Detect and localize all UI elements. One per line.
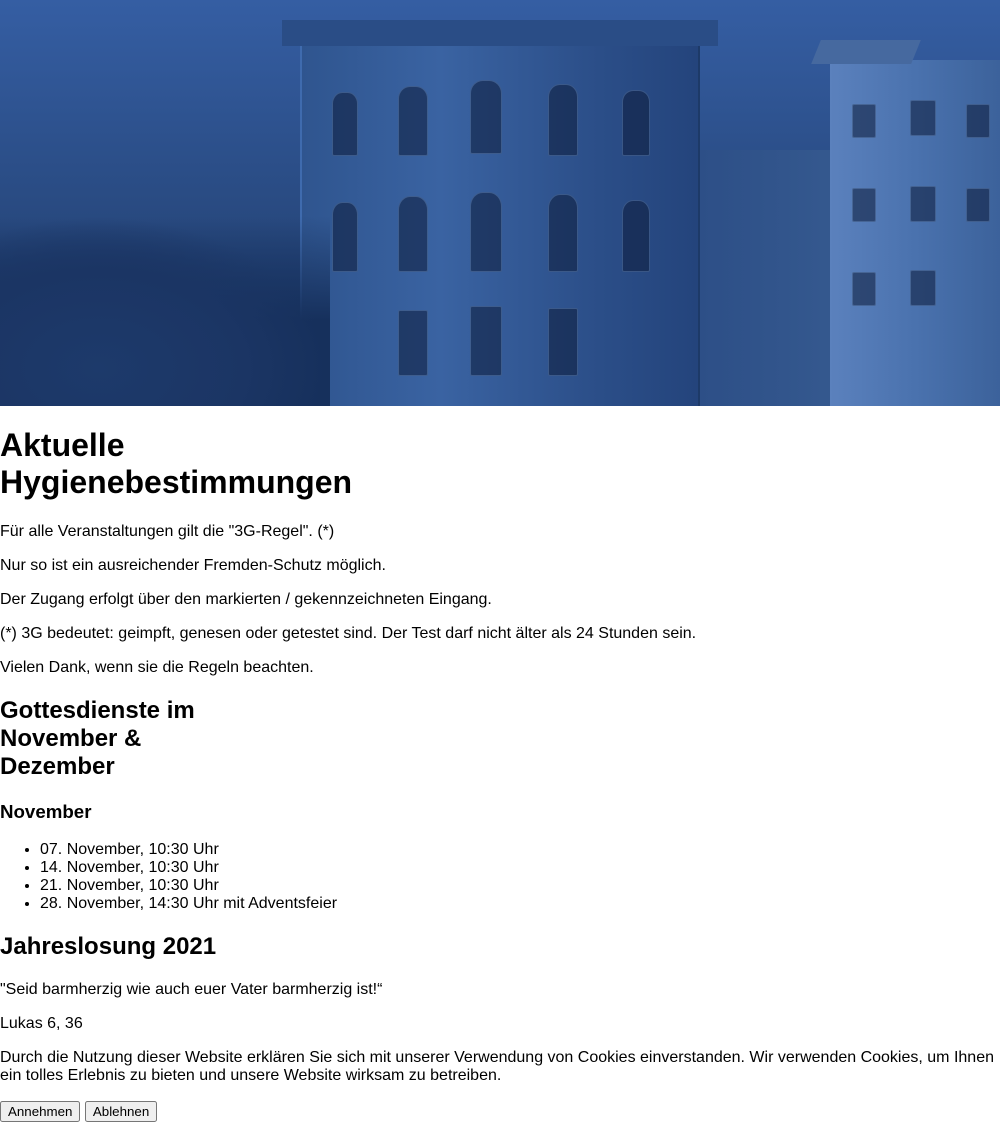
jahreslosung-citation: Lukas 6, 36 — [0, 1015, 83, 1033]
services-heading-line-1: Gottesdienste im — [0, 696, 195, 724]
list-item: • 21. November, 10:30 Uhr — [40, 877, 1000, 895]
hygiene-paragraph-3: Der Zugang erfolgt über den markierten / gekennzeichneten Eingang. — [0, 590, 492, 608]
list-item: • 28. November, 14:30 Uhr mit Adventsfeier — [40, 895, 1000, 913]
service-dates-list — [0, 841, 1000, 913]
cookie-consent-banner — [0, 1049, 1000, 1122]
column-jahreslosung — [0, 933, 1000, 1033]
cookie-consent-text: Durch die Nutzung dieser Website erklären Sie sich mit unserer Verwendung von Cookies einverstanden. Wir verwenden Cookies, um Ihnen ein tolles Erlebnis zu bieten und unsere Website wirksam zu betreiben. — [0, 1049, 994, 1085]
list-item: • 07. November, 10:30 Uhr — [40, 841, 1000, 859]
cookie-decline-button[interactable]: Ablehnen — [85, 1101, 157, 1122]
cookie-accept-button[interactable]: Annehmen — [0, 1101, 80, 1122]
hero-section — [0, 0, 1000, 406]
services-heading-line-2: November & — [0, 724, 142, 752]
page-title-line-2: Hygienebestimmungen — [0, 464, 353, 501]
services-heading — [0, 697, 1000, 781]
page-title — [0, 427, 1000, 501]
page-title-line-1: Aktuelle — [0, 427, 125, 464]
main-content — [0, 427, 1000, 1033]
cookie-button-group — [0, 1101, 1000, 1122]
services-heading-line-3: Dezember — [0, 752, 115, 780]
street-foreground — [0, 350, 1000, 406]
column-services — [0, 697, 1000, 914]
hygiene-paragraph-1: Für alle Veranstaltungen gilt die "3G-Regel". (*) — [0, 522, 335, 540]
hygiene-paragraph-2: Nur so ist ein ausreichender Fremden-Schutz möglich. — [0, 556, 386, 574]
services-subheading: November — [0, 800, 92, 822]
hero-background-photo — [0, 0, 1000, 406]
column-hygiene — [0, 427, 1000, 676]
hygiene-paragraph-4: (*) 3G bedeutet: geimpft, genesen oder getestet sind. Der Test darf nicht älter als 24 Stunden sein. — [0, 624, 697, 642]
jahreslosung-quote: "Seid barmherzig wie auch euer Vater barmherzig ist!“ — [0, 981, 383, 999]
jahreslosung-heading: Jahreslosung 2021 — [0, 933, 217, 961]
list-item: • 14. November, 10:30 Uhr — [40, 859, 1000, 877]
hygiene-paragraph-5: Vielen Dank, wenn sie die Regeln beachten. — [0, 658, 314, 676]
